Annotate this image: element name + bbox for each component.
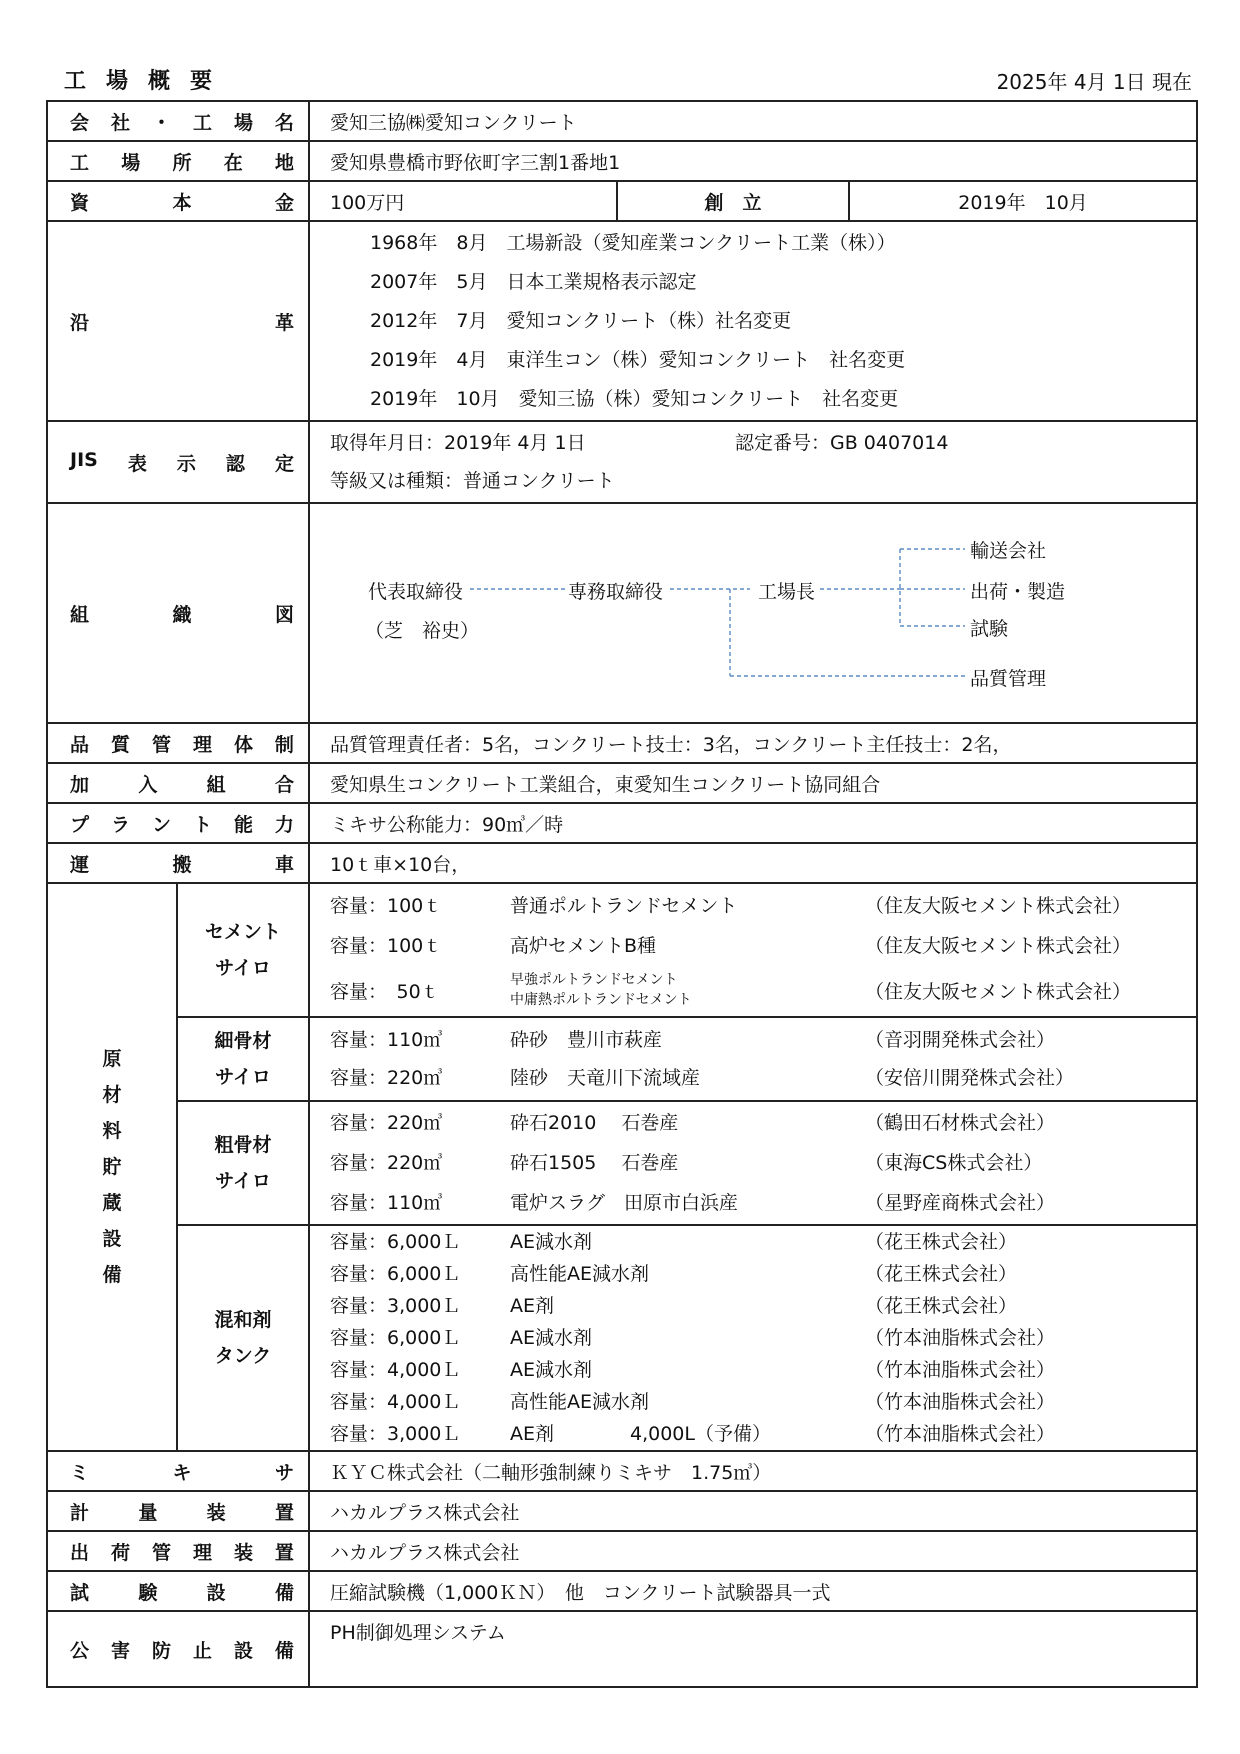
org-ceo-name: （芝 裕史）: [365, 620, 480, 642]
label-char: 搬: [172, 853, 192, 876]
label-char: 本: [172, 191, 192, 214]
shipping-mgmt-label: [47, 1531, 309, 1571]
label-char: 沿: [70, 311, 90, 334]
row-union: [47, 763, 1197, 803]
label-char: ラ: [110, 813, 130, 836]
row-company: [47, 101, 1197, 141]
label-char: 設: [206, 1581, 226, 1604]
history-item: 2019年 4月 東洋生コン（株）愛知コンクリート 社名変更: [370, 348, 906, 371]
plant-capacity-value: ミキサ公称能力：90㎥／時: [309, 803, 1197, 843]
label-char: 管: [151, 1541, 171, 1564]
label-char: 資: [70, 191, 90, 214]
jis-grade: 等級又は種類：普通コンクリート: [330, 470, 615, 492]
row-quality-system: [47, 723, 1197, 763]
admixture-row: 容量：3,000Ｌ AE剤 （花王株式会社）: [330, 1295, 1018, 1317]
label-char: 装: [206, 1501, 226, 1524]
pollution-label: [47, 1611, 309, 1687]
label-char: 入: [138, 773, 158, 796]
label-char: プ: [70, 813, 90, 836]
label-char: ミ: [70, 1461, 90, 1484]
row-fine-aggregate-silo: [47, 1017, 1197, 1101]
admixture-tank-list: [309, 1225, 1197, 1451]
trucks-value: 10ｔ車×10台，: [309, 843, 1197, 883]
storage-label: 原 材 料 貯 蔵 設 備: [47, 883, 177, 1451]
label-char: 組: [206, 773, 226, 796]
cement-row: 容量： 50ｔ 早強ポルトランドセメント 中庸熱ポルトランドセメント （住友大阪セメント株式会社）: [330, 972, 1132, 1008]
org-shipping: 出荷・製造: [970, 581, 1066, 603]
fine-silo-label: 細骨材 サイロ: [177, 1017, 309, 1101]
history-list: [309, 221, 1197, 421]
location-label: [47, 141, 309, 181]
label-char: 会: [70, 111, 90, 134]
pollution-value: PH制御処理システム: [309, 1611, 1197, 1687]
row-coarse-aggregate-silo: [47, 1101, 1197, 1225]
label-char: 試: [70, 1581, 90, 1604]
label-char: ・: [151, 111, 171, 134]
union-label: [47, 763, 309, 803]
row-admixture-tank: [47, 1225, 1197, 1451]
history-item: 2012年 7月 愛知コンクリート（株）社名変更: [370, 309, 792, 332]
batching-label: [47, 1491, 309, 1531]
org-chart: [309, 503, 1197, 723]
org-connector-lines: [310, 504, 1190, 722]
label-char: 験: [138, 1581, 158, 1604]
row-shipping-mgmt: [47, 1531, 1197, 1571]
org-quality: 品質管理: [970, 668, 1047, 690]
label-char: 害: [110, 1639, 130, 1662]
row-location: [47, 141, 1197, 181]
label-char: 体: [233, 733, 253, 756]
org-label: [47, 503, 309, 723]
label-char: 公: [70, 1639, 90, 1662]
label-char: 運: [70, 853, 90, 876]
admixture-row: 容量：3,000Ｌ AE剤 4,000L（予備） （竹本油脂株式会社）: [330, 1423, 1056, 1445]
jis-acquired: 取得年月日：2019年 4月 1日: [330, 432, 586, 454]
batching-value: ハカルプラス株式会社: [309, 1491, 1197, 1531]
label-char: 示: [176, 452, 196, 475]
row-mixer: [47, 1451, 1197, 1491]
history-label: [47, 221, 309, 421]
founded-value: 2019年 10月: [849, 181, 1197, 221]
jis-cert-no: 認定番号：GB 0407014: [735, 432, 949, 454]
label-char: 荷: [110, 1541, 130, 1564]
org-ceo: 代表取締役: [368, 581, 464, 603]
label-char: 図: [274, 603, 294, 626]
coarse-row: 容量：220㎥ 砕石2010 石巻産 （鶴田石材株式会社）: [330, 1112, 1056, 1134]
label-char: 質: [110, 733, 130, 756]
coarse-row: 容量：110㎥ 電炉スラグ 田原市白浜産 （星野産商株式会社）: [330, 1192, 1056, 1214]
plant-overview-table: [46, 100, 1198, 1688]
label-char: 加: [70, 773, 90, 796]
mixer-label: [47, 1451, 309, 1491]
label-char: 織: [172, 603, 192, 626]
label-char: 在: [223, 151, 243, 174]
founded-label: 創 立: [617, 181, 849, 221]
admixture-row: 容量：6,000Ｌ AE減水剤 （竹本油脂株式会社）: [330, 1327, 1056, 1349]
label-char: 革: [274, 311, 294, 334]
test-equipment-value: 圧縮試験機（1,000ＫＮ） 他 コンクリート試験器具一式: [309, 1571, 1197, 1611]
org-testing: 試験: [970, 618, 1009, 640]
row-pollution: [47, 1611, 1197, 1687]
shipping-mgmt-value: ハカルプラス株式会社: [309, 1531, 1197, 1571]
history-item: 2007年 5月 日本工業規格表示認定: [370, 270, 697, 293]
label-char: 力: [274, 813, 294, 836]
label-char: 置: [274, 1501, 294, 1524]
jis-label: [47, 421, 309, 503]
label-char: 合: [274, 773, 294, 796]
label-char: 所: [172, 151, 192, 174]
company-label: [47, 101, 309, 141]
label-char: 出: [70, 1541, 90, 1564]
fine-row: 容量：110㎥ 砕砂 豊川市萩産 （音羽開発株式会社）: [330, 1029, 1056, 1051]
label-char: 計: [70, 1501, 90, 1524]
label-char: 定: [274, 452, 294, 475]
label-char: 備: [274, 1581, 294, 1604]
fine-row: 容量：220㎥ 陸砂 天竜川下流域産 （安倍川開発株式会社）: [330, 1067, 1075, 1089]
label-char: 装: [233, 1541, 253, 1564]
label-char: 備: [274, 1639, 294, 1662]
label-char: 防: [151, 1639, 171, 1662]
row-history: [47, 221, 1197, 421]
label-char: JIS: [70, 448, 98, 471]
union-value: 愛知県生コンクリート工業組合，東愛知生コンクリート協同組合: [309, 763, 1197, 803]
label-char: 理: [192, 733, 212, 756]
capital-label: [47, 181, 309, 221]
org-transport: 輸送会社: [970, 540, 1047, 562]
cement-row: 容量：100ｔ 普通ポルトランドセメント （住友大阪セメント株式会社）: [330, 895, 1132, 917]
label-char: 工: [192, 111, 212, 134]
label-char: 能: [233, 813, 253, 836]
mixer-value: ＫＹＣ株式会社（二軸形強制練りミキサ 1.75㎥）: [309, 1451, 1197, 1491]
admixture-row: 容量：4,000Ｌ 高性能AE減水剤 （竹本油脂株式会社）: [330, 1391, 1056, 1413]
as-of-date: 2025年 4月 1日 現在: [996, 70, 1192, 94]
row-trucks: [47, 843, 1197, 883]
label-char: 場: [121, 151, 141, 174]
history-item: 1968年 8月 工場新設（愛知産業コンクリート工業（株））: [370, 231, 896, 254]
label-char: 車: [274, 853, 294, 876]
capital-value: 100万円: [309, 181, 617, 221]
row-capital: [47, 181, 1197, 221]
admixture-tank-label: 混和剤 タンク: [177, 1225, 309, 1451]
fine-silo-list: [309, 1017, 1197, 1101]
label-char: 社: [110, 111, 130, 134]
org-managing-director: 専務取締役: [568, 581, 664, 603]
label-char: 止: [192, 1639, 212, 1662]
admixture-row: 容量：4,000Ｌ AE減水剤 （竹本油脂株式会社）: [330, 1359, 1056, 1381]
coarse-silo-label: 粗骨材 サイロ: [177, 1101, 309, 1225]
row-cement-silo: [47, 883, 1197, 1017]
company-value: 愛知三協㈱愛知コンクリート: [309, 101, 1197, 141]
coarse-row: 容量：220㎥ 砕石1505 石巻産 （東海CS株式会社）: [330, 1152, 1043, 1174]
row-plant-capacity: [47, 803, 1197, 843]
label-char: ト: [192, 813, 212, 836]
page-title: 工場概要: [64, 69, 233, 94]
label-char: 置: [274, 1541, 294, 1564]
cement-row: 容量：100ｔ 高炉セメントB種 （住友大阪セメント株式会社）: [330, 935, 1132, 957]
history-item: 2019年 10月 愛知三協（株）愛知コンクリート 社名変更: [370, 387, 899, 410]
admixture-row: 容量：6,000Ｌ AE減水剤 （花王株式会社）: [330, 1231, 1018, 1253]
jis-value: [309, 421, 1197, 503]
row-jis: [47, 421, 1197, 503]
coarse-silo-list: [309, 1101, 1197, 1225]
label-char: 組: [70, 603, 90, 626]
label-char: キ: [172, 1461, 192, 1484]
label-char: ン: [151, 813, 171, 836]
row-org-chart: [47, 503, 1197, 723]
quality-system-value: 品質管理責任者：5名，コンクリート技士：3名，コンクリート主任技士：2名，: [309, 723, 1197, 763]
test-equipment-label: [47, 1571, 309, 1611]
label-char: 制: [274, 733, 294, 756]
label-char: 表: [127, 452, 147, 475]
row-test-equipment: [47, 1571, 1197, 1611]
label-char: 工: [70, 151, 90, 174]
label-char: 量: [138, 1501, 158, 1524]
trucks-label: [47, 843, 309, 883]
label-char: 認: [225, 452, 245, 475]
cement-silo-label: セメント サイロ: [177, 883, 309, 1017]
row-batching: [47, 1491, 1197, 1531]
plant-capacity-label: [47, 803, 309, 843]
org-plant-manager: 工場長: [758, 581, 816, 603]
admixture-row: 容量：6,000Ｌ 高性能AE減水剤 （花王株式会社）: [330, 1263, 1018, 1285]
label-char: 管: [151, 733, 171, 756]
quality-system-label: [47, 723, 309, 763]
label-char: 名: [274, 111, 294, 134]
label-char: 設: [233, 1639, 253, 1662]
location-value: 愛知県豊橋市野依町字三割1番地1: [309, 141, 1197, 181]
label-char: 品: [70, 733, 90, 756]
label-char: 地: [274, 151, 294, 174]
label-char: 金: [274, 191, 294, 214]
label-char: 理: [192, 1541, 212, 1564]
cement-silo-list: [309, 883, 1197, 1017]
label-char: サ: [274, 1461, 294, 1484]
label-char: 場: [233, 111, 253, 134]
